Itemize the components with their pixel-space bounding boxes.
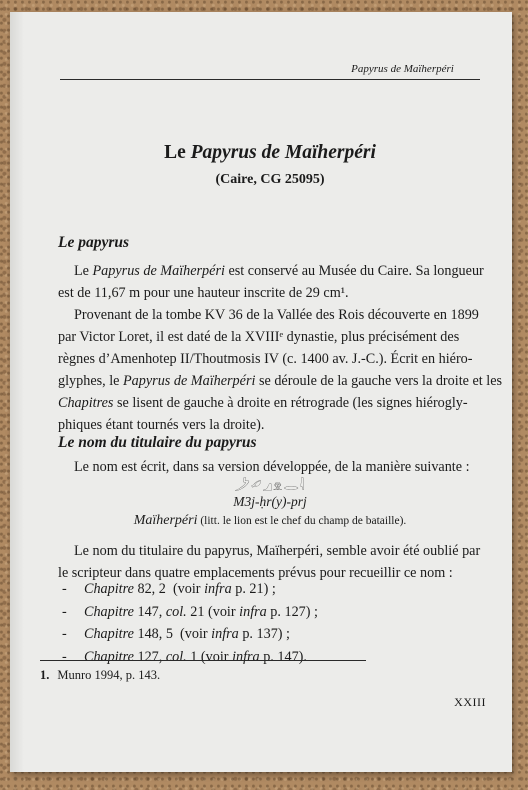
chapter-list-item	[62, 646, 318, 669]
chapter-dash: -	[62, 603, 67, 620]
italic-title: Papyrus de Maïherpéri	[92, 263, 225, 279]
chapter-page: p. 21) ;	[231, 581, 276, 597]
italic-word: Chapitres	[58, 395, 114, 411]
chapter-col: col.	[165, 603, 187, 620]
chapter-page: p. 137) ;	[238, 626, 290, 642]
chapter-num: 147,	[133, 603, 166, 620]
text-line: par Victor Loret, il est daté de la XVIIIᵉ dynastie, plus précisément des	[58, 329, 460, 345]
running-head	[60, 63, 480, 80]
chapter-dash: -	[62, 581, 67, 597]
chapter-dash: -	[62, 648, 67, 665]
chapter-infra: infra	[232, 648, 260, 665]
literal-gloss: (litt. le lion est le chef du champ de bataille).	[197, 515, 407, 527]
text-line: phiques étant tournés vers la droite).	[58, 417, 265, 433]
chapter-chap: Chapitre	[84, 626, 134, 642]
paragraph-conservation	[58, 260, 486, 304]
italic-title: Papyrus de Maïherpéri	[123, 373, 256, 389]
title-italic: Papyrus de Maïherpéri	[190, 142, 376, 163]
page-number: XXIII	[454, 695, 486, 709]
footnote-rule	[40, 660, 366, 661]
chapter-ref: (voir	[197, 648, 233, 665]
title-plain: Le	[164, 142, 191, 163]
name-translation	[60, 513, 480, 529]
hieroglyph-name: 𓌳𓄔𓈎𓁷𓂋𓇋	[234, 478, 306, 493]
text-line: est de 11,67 m pour une hauteur inscrite de 29 cm¹.	[58, 285, 349, 301]
text-line: règnes d’Amenhotep II/Thoutmosis IV (c. 1400 av. J.-C.). Écrit en hiéro-	[58, 351, 473, 367]
chapter-list	[62, 578, 318, 668]
chapter-list-item	[62, 601, 318, 624]
paragraph-provenance	[58, 304, 503, 436]
chapter-chap: Chapitre	[84, 581, 134, 597]
running-head-text: Papyrus de Maïherpéri	[351, 63, 454, 75]
chapter-colnum: 1	[186, 648, 198, 665]
chapter-page: p. 147).	[259, 648, 307, 665]
chapter-num: 148, 5	[133, 626, 173, 642]
chapter-infra: infra	[211, 626, 239, 642]
page-gutter-shadow	[10, 12, 24, 772]
chapter-col: col.	[165, 648, 187, 665]
owner-name: Maïherpéri	[133, 513, 198, 528]
chapter-ref: (voir	[204, 603, 240, 620]
text-line: glyphes, le Papyrus de Maïherpéri se déroule de la gauche vers la droite et les	[58, 373, 503, 389]
text-line: Le nom du titulaire du papyrus, Maïherpéri, semble avoir été oublié par	[74, 543, 481, 559]
chapter-colnum: 21	[186, 603, 205, 620]
chapter-ref: (voir	[172, 626, 212, 642]
chapter-chap: Chapitre	[84, 648, 134, 665]
footnote	[40, 668, 160, 683]
footnote-text: Munro 1994, p. 143.	[57, 668, 161, 682]
text-line: Chapitres se lisent de gauche à droite en rétrograde (les signes hiérogly-	[58, 395, 468, 411]
transliteration: M3j-ḥr(y)-prj	[233, 494, 307, 509]
chapter-list-item	[62, 578, 318, 601]
section-heading-papyrus: Le papyrus	[58, 234, 130, 251]
page-subtitle: (Caire, CG 25095)	[215, 172, 325, 187]
chapter-num: 127,	[133, 648, 166, 665]
chapter-chap: Chapitre	[84, 603, 134, 620]
text-line: Provenant de la tombe KV 36 de la Vallée des Rois découverte en 1899	[74, 307, 479, 323]
chapter-num: 82, 2	[133, 581, 166, 597]
chapter-dash: -	[62, 626, 67, 642]
chapter-list-item	[62, 623, 318, 646]
page-title	[60, 142, 480, 164]
text-line: Le Papyrus de Maïherpéri est conservé au Musée du Caire. Sa longueur	[74, 263, 484, 279]
section-heading-owner: Le nom du titulaire du papyrus	[58, 434, 257, 451]
text-line: le scripteur dans quatre emplacements prévus pour recueillir ce nom :	[58, 565, 453, 581]
footnote-number: 1.	[40, 668, 50, 682]
chapter-infra: infra	[239, 603, 267, 620]
chapter-infra: infra	[204, 581, 232, 597]
text-line: Le nom est écrit, dans sa version développée, de la manière suivante :	[74, 459, 470, 475]
chapter-ref: (voir	[165, 581, 205, 597]
chapter-page: p. 127) ;	[266, 603, 318, 620]
